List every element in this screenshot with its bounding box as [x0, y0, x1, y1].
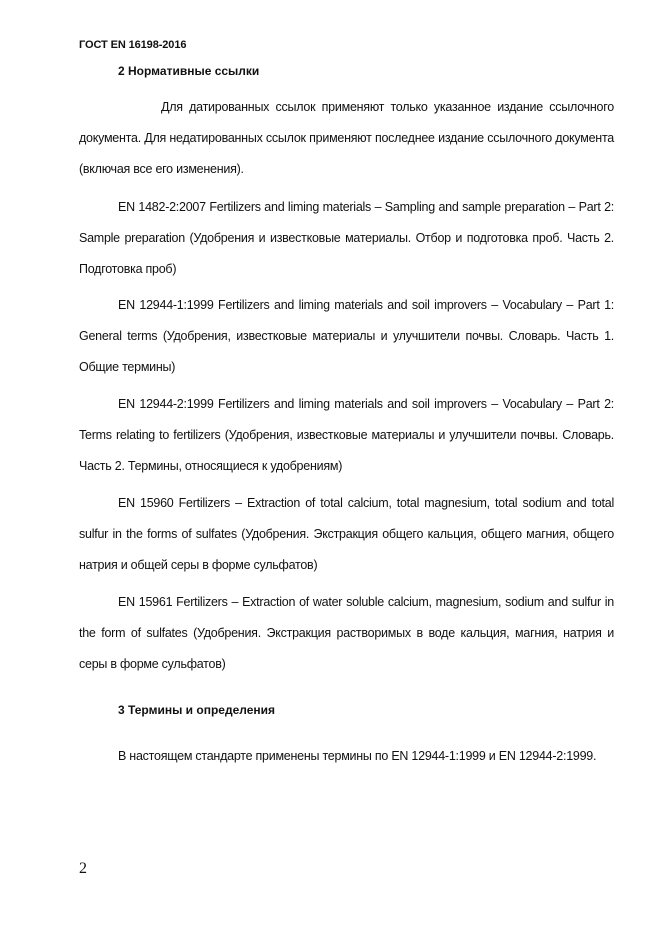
- reference-en-12944-1: EN 12944-1:1999 Fertilizers and liming materials and soil improvers – Vocabulary – Part 1: General terms (Удобрения, известковые материалы и улучшители почвы. Словарь. Часть 1. Общие термины): [79, 298, 614, 374]
- page-number: 2: [79, 860, 87, 877]
- section-3-text: В настоящем стандарте применены термины по EN 12944-1:1999 и EN 12944-2:1999.: [118, 749, 597, 763]
- section-2-intro: Для датированных ссылок применяют только указанное издание ссылочного документа. Для недатированных ссылок применяют последнее издание ссылочного документа (включая все его изменения).: [79, 100, 614, 176]
- reference-en-12944-2: EN 12944-2:1999 Fertilizers and liming materials and soil improvers – Vocabulary – Part 2: Terms relating to fertilizers (Удобрения, известковые материалы и улучшители почвы. Словарь. Часть 2. Термины, относящиеся к удобрениям): [79, 397, 614, 473]
- section-2-heading: 2 Нормативные ссылки: [118, 64, 260, 78]
- reference-en-15960: EN 15960 Fertilizers – Extraction of total calcium, total magnesium, total sodium and total sulfur in the forms of sulfates (Удобрения. Экстракция общего кальция, общего магния, общего натрия и общей серы в форме сульфатов): [79, 496, 614, 572]
- reference-en-15961: EN 15961 Fertilizers – Extraction of water soluble calcium, magnesium, sodium and sulfur in the form of sulfates (Удобрения. Экстракция растворимых в воде кальция, магния, натрия и серы в форме сульфатов): [79, 595, 614, 671]
- document-header: ГОСТ EN 16198-2016: [79, 39, 187, 51]
- reference-en-1482-2: EN 1482-2:2007 Fertilizers and liming materials – Sampling and sample preparation – Part 2: Sample preparation (Удобрения и известковые материалы. Отбор и подготовка проб. Часть 2. Подготовка проб): [79, 200, 614, 276]
- section-3-heading: 3 Термины и определения: [118, 703, 276, 717]
